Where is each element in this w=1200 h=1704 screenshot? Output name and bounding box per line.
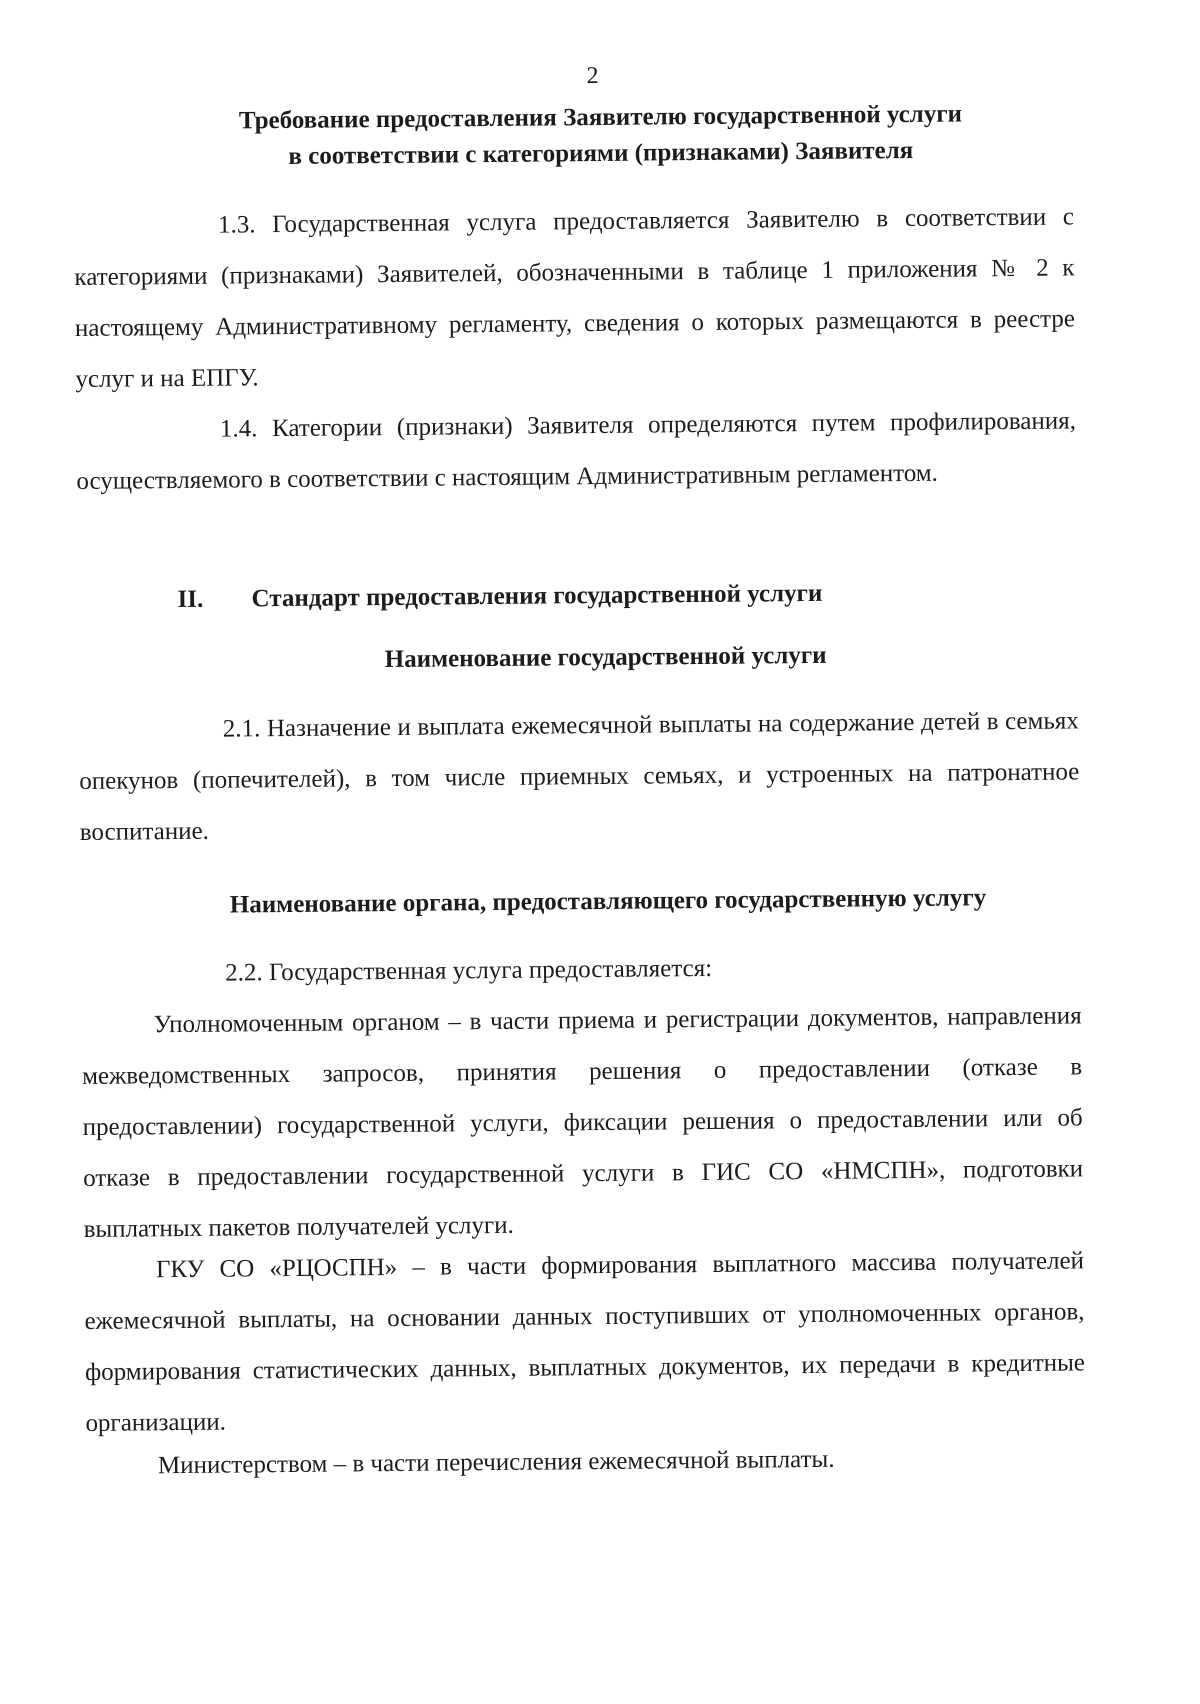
paragraph-1-4 [76,395,1077,507]
paragraph-gku: ГКУ СО «РЦОСПН» – в части формирования выплатного массива получателей ежемесячной выплаты, на основании данных поступивших от уполномоченных органов, формирования статистических данных, выплатных документов, их передачи в кредитные организации. [84,1247,1086,1437]
paragraph-number: 1.4. [219,415,258,443]
paragraph-1-3 [74,191,1076,405]
paragraph-text: Государственная услуга предоставляется: [268,954,713,987]
paragraph-text: Категории (признаки) Заявителя определяются путем профилирования, осуществляемого в соответствии с настоящим Административным регламентом. [76,407,1077,496]
section-title: Стандарт предоставления государственной услуги [251,579,823,613]
heading-requirement-line1: Требование предоставления Заявителю государственной услуги [238,100,963,135]
paragraph-text: Назначение и выплата ежемесячной выплаты на содержание детей в семьях опекунов (попечителей), в том числе приемных семьях, и устроенных на патронатное воспитание. [79,707,1080,846]
paragraph-ministry: Министерством – в части перечисления ежемесячной выплаты. [157,1445,835,1480]
page-number: 2 [586,62,599,90]
heading-requirement [83,95,1119,177]
paragraph-2-1 [79,695,1080,858]
heading-requirement-line2: в соответствии с категориями (признаками) Заявителя [288,136,914,170]
paragraph-text: Государственная услуга предоставляется Заявителю в соответствии с категориями (признаками) Заявителей, обозначенными в таблице 1 приложения № 2 к настоящему Административному регламенту, сведения о которых размещаются в реестре услуг и на ЕПГУ. [74,203,1076,394]
heading-service-name: Наименование государственной услуги [384,641,827,674]
heading-authority: Наименование органа, предоставляющего государственную услугу [229,884,987,919]
paragraph-authorized-body: Уполномоченным органом – в части приема и регистрации документов, направления межведомственных запросов, принятия решения о предоставлении (отказе в предоставлении) государственной услуги, фиксации решения о предоставлении или об отказе в предоставлении государственной услуги в ГИС СО «НМСПН», подготовки выплатных пакетов получателей услуги. [82,1002,1084,1243]
paragraph-number: 2.1. [222,715,261,743]
section-roman-numeral: II. [177,585,204,614]
paragraph-number: 2.2. [225,959,263,987]
paragraph-number: 1.3. [217,211,256,239]
section-heading [177,576,822,618]
